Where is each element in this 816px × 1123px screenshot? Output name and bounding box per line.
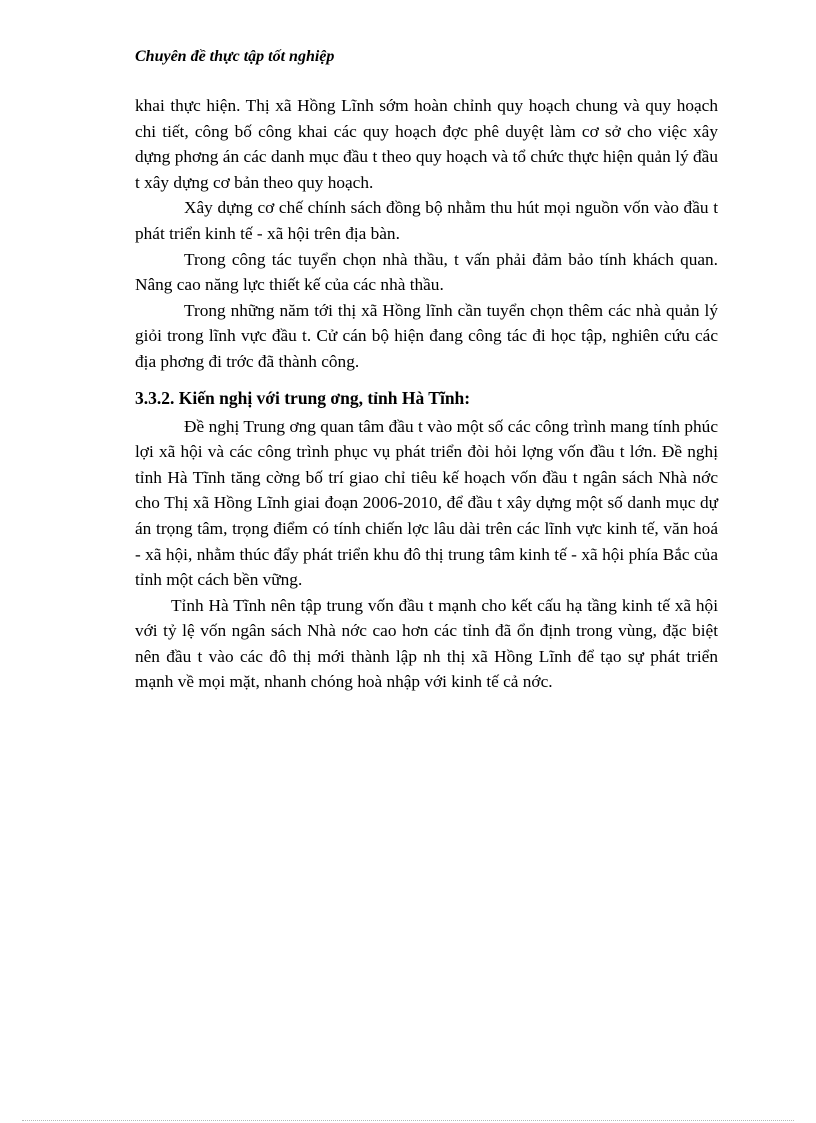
body-paragraph: Trong công tác tuyển chọn nhà thầu, t vấn phải đảm bảo tính khách quan. Nâng cao năng lực thiết kế của các nhà thầu. bbox=[135, 249, 718, 295]
section-heading: 3.3.2. Kiến nghị với trung ơng, tỉnh Hà Tĩnh: bbox=[135, 387, 471, 408]
document-body bbox=[135, 93, 718, 695]
body-paragraph: Xây dựng cơ chế chính sách đồng bộ nhằm thu hút mọi nguồn vốn vào đầu t phát triển kinh tế - xã hội trên địa bàn. bbox=[135, 198, 718, 243]
body-paragraph: Đề nghị Trung ơng quan tâm đầu t vào một số các công trình mang tính phúc lợi xã hội và các công trình phục vụ phát triển đòi hỏi lợng vốn đầu t lớn. Đề nghị tỉnh Hà Tĩnh tăng cờng bố trí giao chỉ tiêu kế hoạch vốn đầu t ngân sách Nhà nớc cho Thị xã Hồng Lĩnh giai đoạn 2006-2010, để đầu t xây dựng một số danh mục dự án trọng tâm, trọng điểm có tính chiến lợc lâu dài trên các lĩnh vực kinh tế, văn hoá - xã hội, nhằm thúc đẩy phát triển khu đô thị trung tâm kinh tế - xã hội phía Bắc của tỉnh một cách bền vững. bbox=[135, 416, 718, 590]
page-header: Chuyên đề thực tập tốt nghiệp bbox=[135, 48, 335, 65]
body-paragraph: Tỉnh Hà Tĩnh nên tập trung vốn đầu t mạnh cho kết cấu hạ tầng kinh tế xã hội với tỷ lệ vốn ngân sách Nhà nớc cao hơn các tỉnh đã ổn định trong vùng, đặc biệt nên đầu t vào các đô thị mới thành lập nh thị xã Hồng Lĩnh để tạo sự phát triển mạnh về mọi mặt, nhanh chóng hoà nhập với kinh tế cả nớc. bbox=[135, 595, 718, 692]
body-paragraph: khai thực hiện. Thị xã Hồng Lĩnh sớm hoàn chỉnh quy hoạch chung và quy hoạch chi tiết, công bố công khai các quy hoạch đợc phê duyệt làm cơ sở cho việc xây dựng phơng án các danh mục đầu t theo quy hoạch và tổ chức thực hiện quản lý đầu t xây dựng cơ bản theo quy hoạch. bbox=[135, 96, 718, 192]
body-paragraph: Trong những năm tới thị xã Hồng lĩnh cần tuyển chọn thêm các nhà quản lý giỏi trong lĩnh vực đầu t. Cử cán bộ hiện đang công tác đi học tập, nghiên cứu các địa phơng đi trớc đã thành công. bbox=[135, 300, 718, 371]
page-bottom-divider bbox=[22, 1120, 794, 1121]
